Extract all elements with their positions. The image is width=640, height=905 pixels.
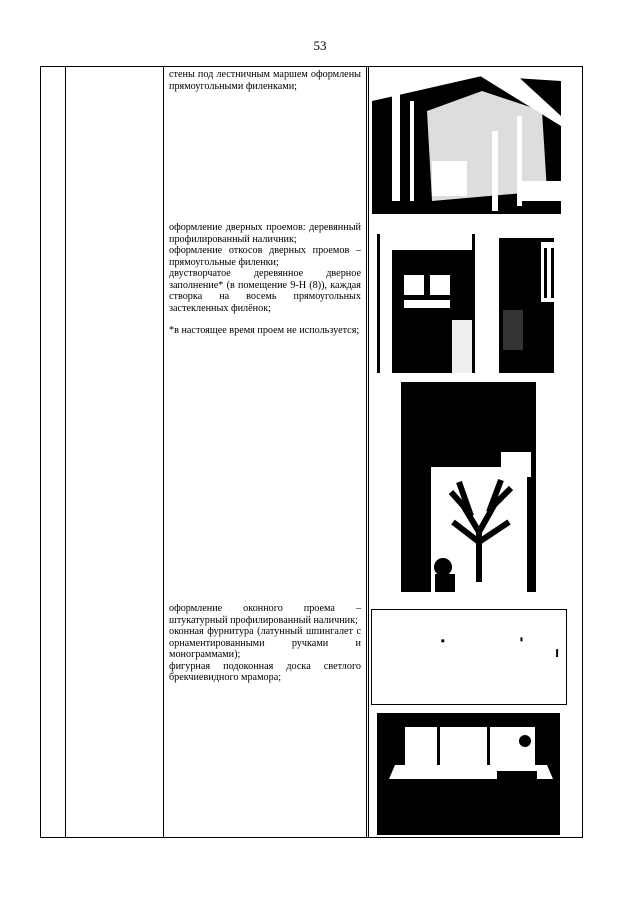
spacer	[169, 314, 361, 325]
window-sill-photo	[377, 713, 560, 835]
column-divider	[366, 67, 367, 837]
window-upper-photo	[371, 609, 567, 705]
door-opening-photo-left	[372, 220, 487, 373]
description-line: оформление откосов дверных проемов – прямоугольные филенки;	[169, 245, 361, 268]
description-line: оконная фурнитура (латунный шпингалет с орнаментированными ручками и монограммами);	[169, 626, 361, 660]
description-line: оформление дверных проемов: деревянный профилированный наличник;	[169, 222, 361, 245]
description-line: двустворчатое деревянное дверное заполнение* (в помещение 9-Н (8)), каждая створка на восемь прямоугольных застекленных филёнок;	[169, 268, 361, 314]
description-cell-doors	[169, 222, 361, 337]
page-number: 53	[313, 38, 327, 53]
monument-table	[40, 66, 583, 838]
door-opening-photo-right	[489, 220, 561, 373]
description-line: фигурная подоконная доска светлого брекчиевидного мрамора;	[169, 660, 361, 683]
description-cell-window	[169, 603, 361, 684]
description-line: стены под лестничным маршем оформлены прямоугольными филенками;	[169, 69, 361, 92]
description-note: *в настоящее время проем не используется;	[169, 325, 360, 336]
column-divider	[163, 67, 164, 837]
description-line: оформление оконного проема – штукатурный профилированный наличник;	[169, 603, 361, 626]
column-divider	[368, 67, 369, 837]
staircase-wall-photo	[372, 71, 561, 214]
door-tree-panel-photo	[401, 382, 559, 592]
column-divider	[65, 67, 66, 837]
description-cell-staircase	[169, 69, 361, 92]
